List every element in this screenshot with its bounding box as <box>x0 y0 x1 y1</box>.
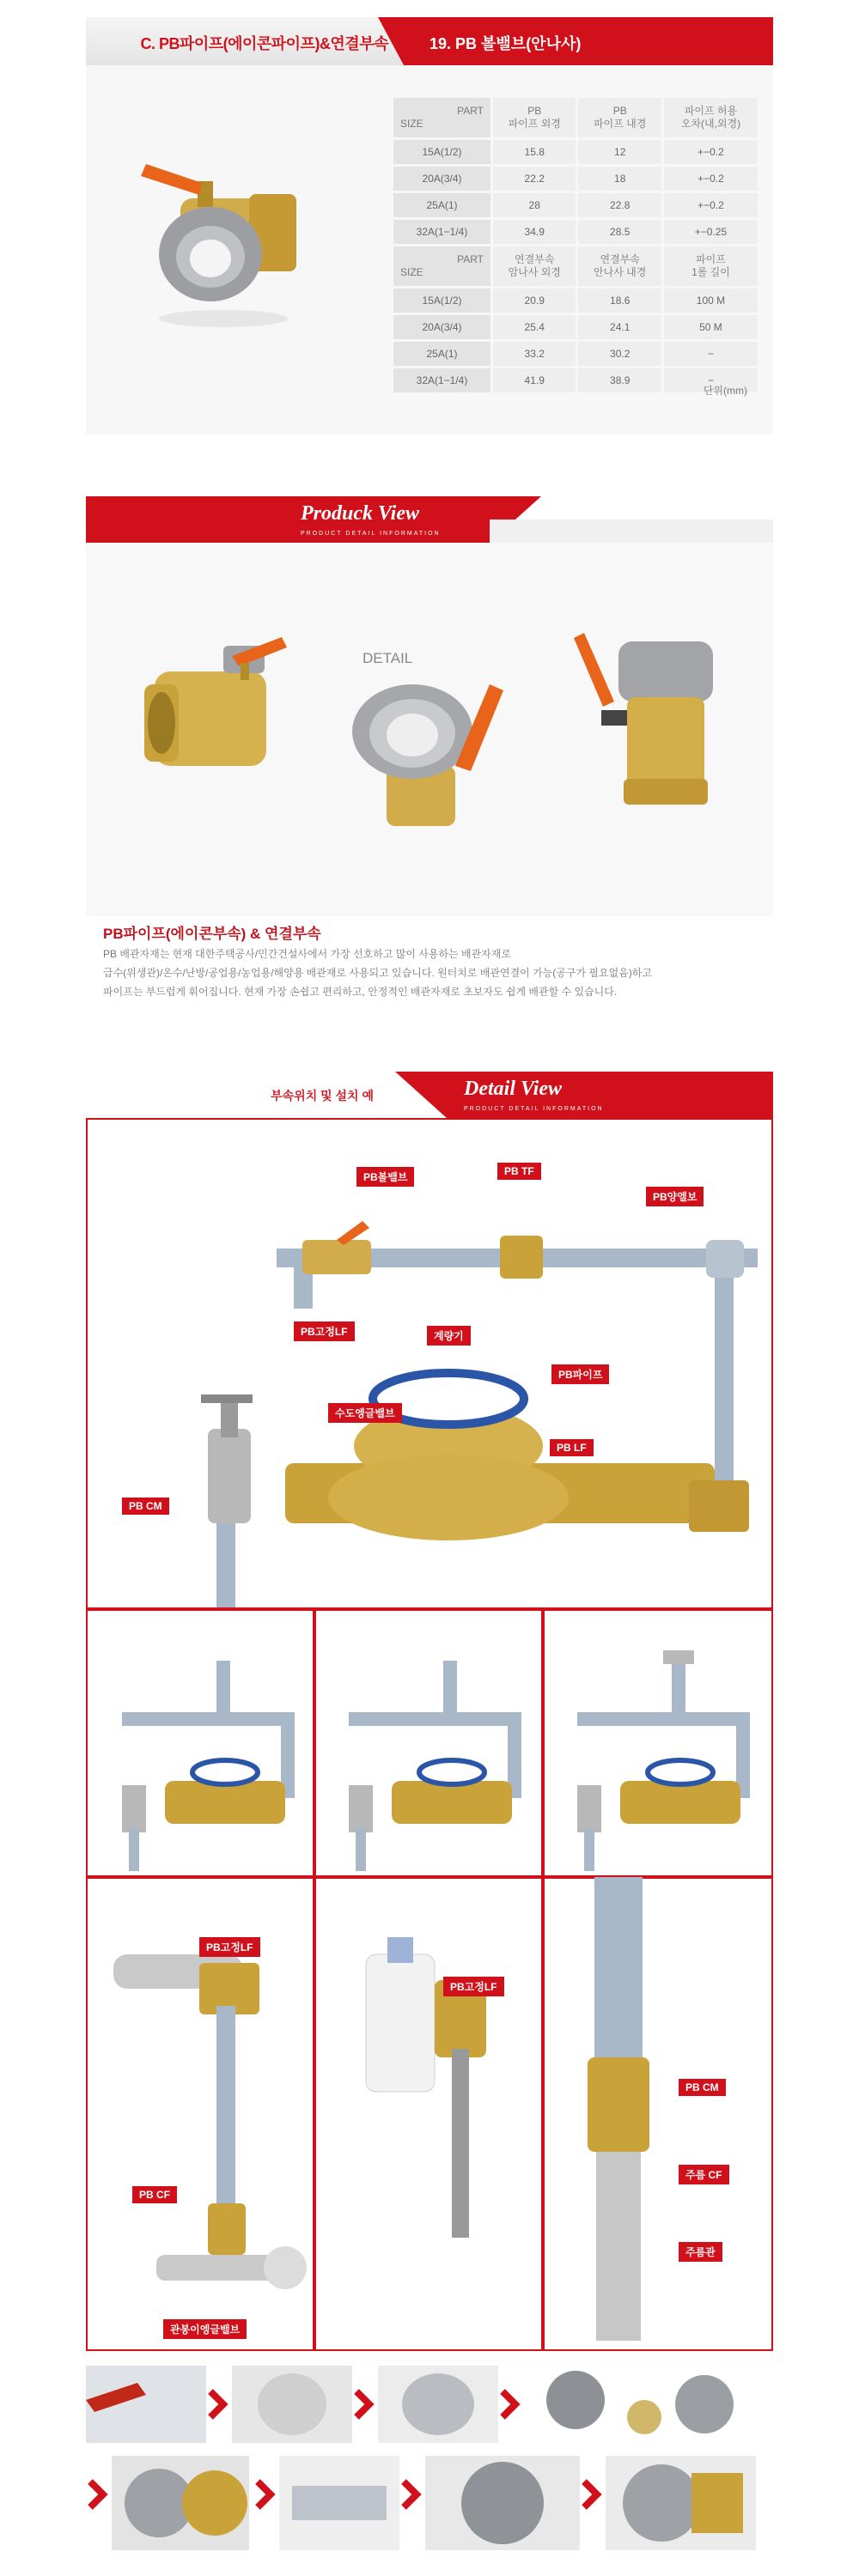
table-corner <box>393 98 490 137</box>
tag-fix-lf: PB고정LF <box>294 1321 355 1341</box>
size-cell: 15A(1/2) <box>393 289 490 313</box>
size-cell: 32A(1−1/4) <box>393 368 490 392</box>
table-cell: 50 M <box>664 315 758 339</box>
table-cell: 33.2 <box>493 342 576 366</box>
category-banner <box>86 17 404 65</box>
tag-lf: PB LF <box>550 1439 594 1456</box>
table-cell: 28 <box>493 193 576 217</box>
column-header: 연결부속 암나사 외경 <box>493 246 576 286</box>
product-view-panel <box>86 543 773 916</box>
ball-valve-side-image <box>567 624 739 813</box>
variant-1-image <box>88 1609 314 1877</box>
header-gray-strip <box>490 519 773 543</box>
corner-size-label: SIZE <box>400 118 423 130</box>
table-cell: +−0.2 <box>664 167 758 191</box>
column-header: 파이프 1롤 길이 <box>664 246 758 286</box>
closeup-frame-2 <box>313 1875 545 2351</box>
tag-cf: PB CF <box>132 2186 177 2203</box>
variant-3-image <box>543 1609 771 1877</box>
table-cell: 28.5 <box>578 220 661 244</box>
ball-valve-front-image <box>137 637 292 800</box>
product-view-header <box>86 496 773 543</box>
section1-header <box>86 17 773 65</box>
size-cell: 32A(1−1/4) <box>393 220 490 244</box>
install-process-strip <box>86 2366 773 2555</box>
corner-size-label: SIZE <box>400 266 423 278</box>
table-cell: − <box>664 368 758 392</box>
closeup-frame-3 <box>541 1875 773 2351</box>
tag-pipe: PB파이프 <box>551 1364 609 1384</box>
product-view-title: Produck View <box>301 502 420 525</box>
table-cell: 12 <box>578 140 661 164</box>
table-cell: +−0.2 <box>664 193 758 217</box>
ball-valve-image <box>120 147 326 336</box>
tag-tf: PB TF <box>497 1163 541 1180</box>
table-row <box>393 315 758 339</box>
closeup-2-image <box>314 1877 543 2349</box>
spec-panel <box>86 65 773 434</box>
table-cell: 15.8 <box>493 140 576 164</box>
variant-frame-2 <box>313 1607 545 1879</box>
column-header: PB 파이프 외경 <box>493 98 576 137</box>
table-cell: 18 <box>578 167 661 191</box>
tag-angle-valve: 관봉이엥글밸브 <box>163 2319 247 2339</box>
table-cell: 18.6 <box>578 289 661 313</box>
description-line: 급수(위생관)/온수/난방/공업용/농업용/해양용 배관재로 사용되고 있습니다. 원터치로 배관연결이 가능(공구가 필요없음)하고 <box>103 967 652 979</box>
description-line: PB 배관자재는 현재 대한주택공사/민간건설사에서 가장 선호하고 많이 사용하는 배관자재로 <box>103 948 511 960</box>
table-cell: 22.8 <box>578 193 661 217</box>
detail-view-subtitle: PRODUCT DETAIL INFORMATION <box>464 1106 604 1112</box>
table-row <box>393 342 758 366</box>
column-header: 연결부속 안나사 내경 <box>578 246 661 286</box>
size-cell: 20A(3/4) <box>393 167 490 191</box>
table-cell: 38.9 <box>578 368 661 392</box>
category-title: C. PB파이프(에이콘파이프)&연결부속 <box>140 35 388 52</box>
description-line: 파이프는 부드럽게 휘어집니다. 현재 가장 손쉽고 편리하고, 안정적인 배관자재로 초보자도 쉽게 배관할 수 있습니다. <box>103 986 618 998</box>
table-cell: 24.1 <box>578 315 661 339</box>
table-cell: 25.4 <box>493 315 576 339</box>
table-cell: 22.2 <box>493 167 576 191</box>
corner-part-label: PART <box>457 105 484 117</box>
install-label: 부속위치 및 설치 예 <box>271 1089 374 1103</box>
table-cell: 30.2 <box>578 342 661 366</box>
detail-view-title: Detail View <box>464 1078 562 1100</box>
pb-pipe-description <box>103 945 756 1001</box>
closeup-3-image <box>543 1877 771 2349</box>
variant-2-image <box>314 1609 543 1877</box>
unit-label: 단위(mm) <box>703 385 747 397</box>
tag-fix-lf-a: PB고정LF <box>199 1937 260 1957</box>
table-cell: +−0.2 <box>664 140 758 164</box>
size-cell: 20A(3/4) <box>393 315 490 339</box>
table-corner <box>393 246 490 286</box>
tag-ball-valve: PB볼밸브 <box>356 1167 414 1187</box>
closeup-frame-1 <box>86 1875 316 2351</box>
table-row <box>393 220 758 244</box>
product-view-subtitle: PRODUCT DETAIL INFORMATION <box>301 531 441 537</box>
size-cell: 25A(1) <box>393 342 490 366</box>
size-cell: 25A(1) <box>393 193 490 217</box>
product-banner <box>404 17 773 65</box>
tag-cm: PB CM <box>122 1498 169 1515</box>
table-cell: 20.9 <box>493 289 576 313</box>
table-cell: +−0.25 <box>664 220 758 244</box>
table-row <box>393 289 758 313</box>
tag-wrinkle-cf: 주름 CF <box>679 2165 729 2184</box>
tag-wrinkle-pipe: 주름관 <box>679 2242 722 2262</box>
tag-elbow: PB양엘보 <box>646 1187 704 1206</box>
table-row <box>393 140 758 164</box>
table-cell: 41.9 <box>493 368 576 392</box>
install-diagram-frame <box>86 1118 773 1611</box>
corner-part-label: PART <box>457 253 484 265</box>
pb-pipe-title: PB파이프(에이콘부속) & 연결부속 <box>103 926 321 942</box>
column-header: PB 파이프 내경 <box>578 98 661 137</box>
ball-valve-detail-image <box>335 671 507 843</box>
table-cell: 34.9 <box>493 220 576 244</box>
column-header: 파이프 허용 오차(내,외경) <box>664 98 758 137</box>
spec-table-pipe <box>391 95 760 395</box>
install-label-area <box>86 1072 421 1118</box>
detail-view-banner <box>447 1072 773 1118</box>
size-cell: 15A(1/2) <box>393 140 490 164</box>
tag-meter: 계량기 <box>427 1326 471 1346</box>
variant-frame-3 <box>541 1607 773 1879</box>
table-row <box>393 167 758 191</box>
table-cell: 100 M <box>664 289 758 313</box>
table-row <box>393 193 758 217</box>
tag-cm-closeup: PB CM <box>679 2079 726 2096</box>
product-title: 19. PB 볼밸브(안나사) <box>430 35 582 52</box>
detail-view-header <box>86 1072 773 1118</box>
tag-water-valve: 수도엥글밸브 <box>328 1403 402 1423</box>
variant-frame-1 <box>86 1607 316 1879</box>
tag-fix-lf-b: PB고정LF <box>443 1977 504 1996</box>
product-view-banner <box>86 496 490 543</box>
table-cell: − <box>664 342 758 366</box>
detail-label: DETAIL <box>362 650 413 666</box>
